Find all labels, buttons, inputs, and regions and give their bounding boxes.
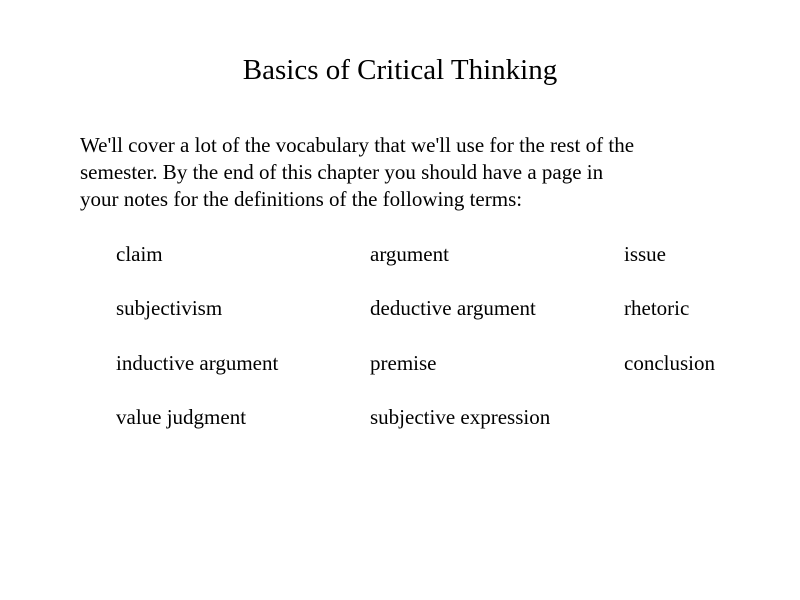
term-issue: issue bbox=[624, 242, 666, 266]
term-value-judgment: value judgment bbox=[116, 405, 247, 429]
term-subjective-expression: subjective expression bbox=[370, 405, 551, 429]
term-argument: argument bbox=[370, 242, 449, 266]
slide-title: Basics of Critical Thinking bbox=[242, 54, 558, 86]
intro-paragraph: We'll cover a lot of the vocabulary that we'll use for the rest of the semester. By the end of this chapter you should have a page in your notes for the definitions of the following terms: bbox=[80, 133, 635, 211]
term-claim: claim bbox=[116, 242, 163, 266]
term-subjectivism: subjectivism bbox=[116, 296, 223, 320]
term-premise: premise bbox=[370, 351, 437, 375]
term-inductive-argument: inductive argument bbox=[116, 351, 279, 375]
term-conclusion: conclusion bbox=[624, 351, 715, 375]
term-rhetoric: rhetoric bbox=[624, 296, 690, 320]
term-deductive-argument: deductive argument bbox=[370, 296, 536, 320]
